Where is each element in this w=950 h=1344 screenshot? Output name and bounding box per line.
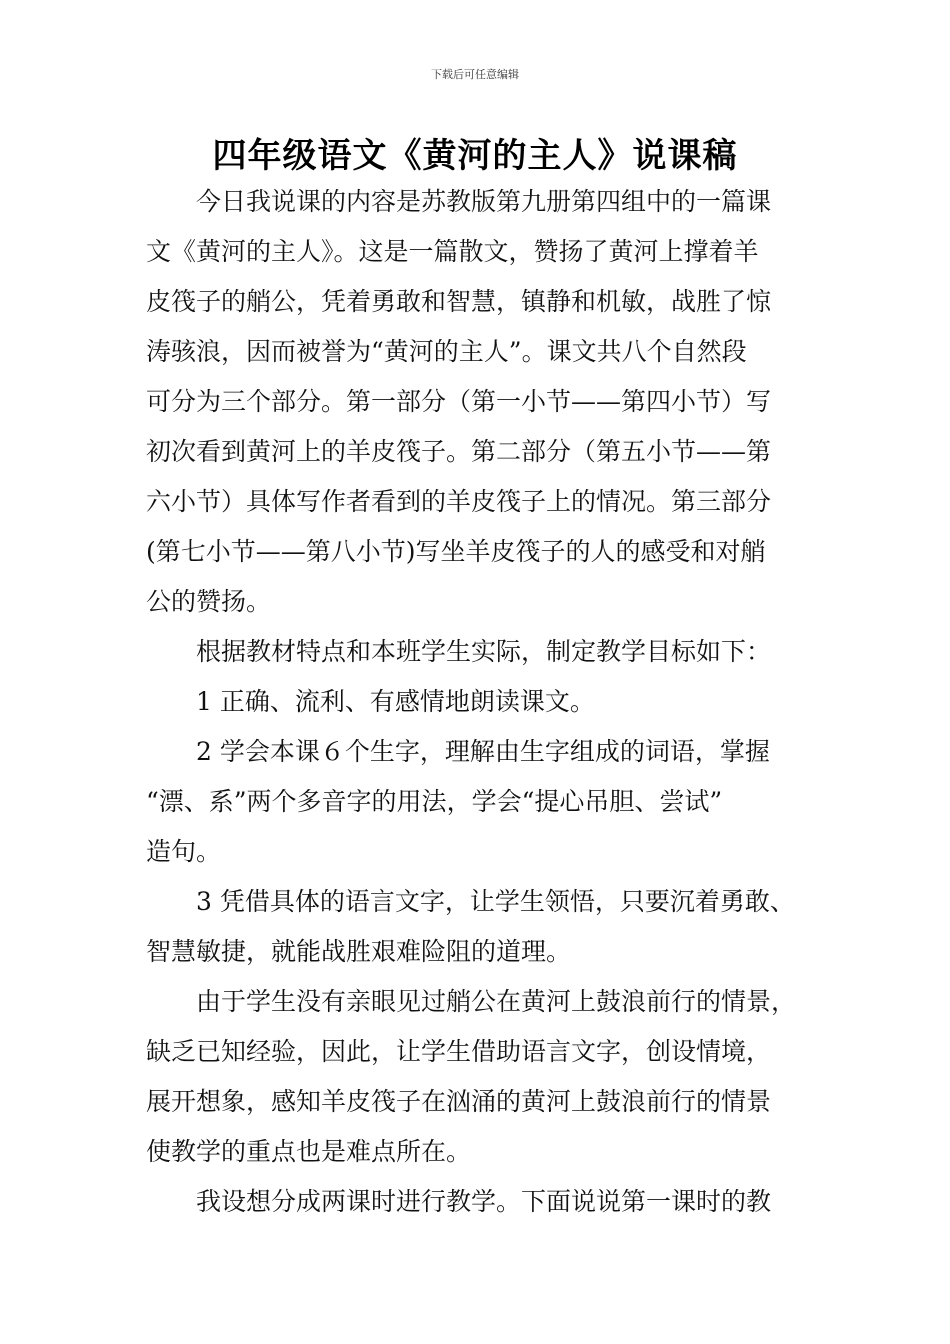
text-line: 1 正确、流利、有感情地朗读课文。 xyxy=(196,687,595,716)
text-line: 使教学的重点也是难点所在。 xyxy=(146,1137,472,1166)
text-line: 皮筏子的艄公，凭着勇敢和智慧，镇静和机敏，战胜了惊 xyxy=(146,287,772,316)
text-line: 缺乏已知经验，因此，让学生借助语言文字，创设情境， xyxy=(146,1037,772,1066)
text-line: 今日我说课的内容是苏教版第九册第四组中的一篇课 xyxy=(196,187,772,216)
text-line: 初次看到黄河上的羊皮筏子。第二部分（第五小节——第 xyxy=(146,437,772,466)
text-line: 可分为三个部分。第一部分（第一小节——第四小节）写 xyxy=(146,387,772,416)
header-note: 下载后可任意编辑 xyxy=(431,68,519,81)
text-line: 文《黄河的主人》。这是一篇散文，赞扬了黄河上撑着羊 xyxy=(146,237,759,266)
text-line: 根据教材特点和本班学生实际，制定教学目标如下： xyxy=(196,637,772,666)
text-line: “漂、系”两个多音字的用法，学会“提心吊胆、尝试” xyxy=(146,787,723,816)
text-line: 由于学生没有亲眼见过艄公在黄河上鼓浪前行的情景， xyxy=(196,987,797,1016)
text-line: 造句。 xyxy=(146,837,222,866)
text-line: 2 学会本课６个生字，理解由生字组成的词语，掌握 xyxy=(196,737,770,766)
text-line: 公的赞扬。 xyxy=(146,587,272,616)
text-line: 涛骇浪，因而被誉为“黄河的主人”。课文共八个自然段 xyxy=(146,337,747,366)
text-line: 3 凭借具体的语言文字，让学生领悟，只要沉着勇敢、 xyxy=(196,887,795,916)
text-line: 六小节）具体写作者看到的羊皮筏子上的情况。第三部分 xyxy=(146,487,772,516)
text-line: (第七小节——第八小节)写坐羊皮筏子的人的感受和对艄 xyxy=(146,537,766,566)
text-line: 智慧敏捷，就能战胜艰难险阻的道理。 xyxy=(146,937,572,966)
page-title: 四年级语文《黄河的主人》说课稿 xyxy=(212,136,738,176)
text-line: 展开想象，感知羊皮筏子在汹涌的黄河上鼓浪前行的情景 xyxy=(146,1087,772,1116)
text-line: 我设想分成两课时进行教学。下面说说第一课时的教 xyxy=(196,1187,772,1216)
